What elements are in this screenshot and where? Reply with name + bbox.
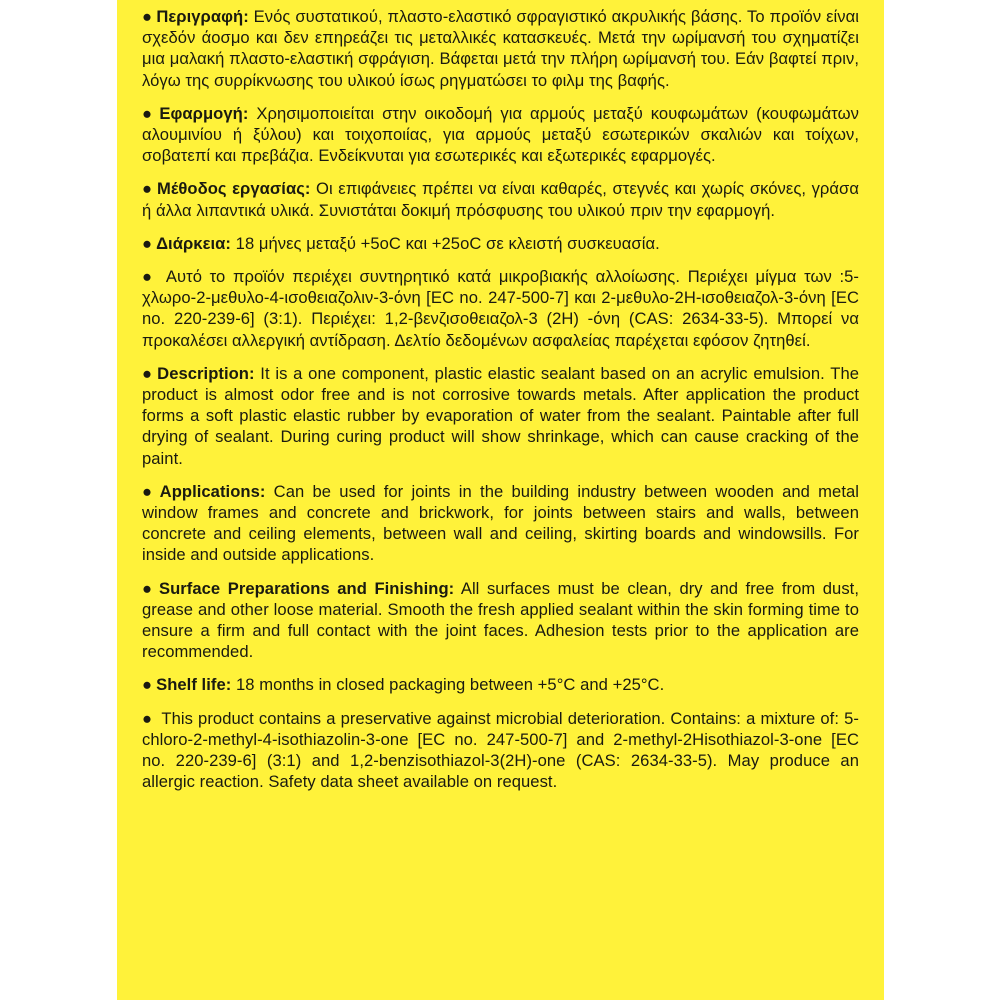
english-shelf-life-text: 18 months in closed packaging between +5°C and +25°C.	[231, 675, 665, 695]
bullet-icon: ●	[142, 233, 153, 253]
greek-method-section	[142, 178, 859, 220]
english-description-text: It is a one component, plastic elastic sealant based on an acrylic emulsion. The product is almost odor free and is not corrosive towards metals. After application the product forms a soft plastic elastic rubber by evaporation of water from the sealant. Paintable after full drying of sealant. During curing product will show shrinkage, which can cause cracking of the paint.	[142, 363, 859, 468]
greek-duration-section	[142, 233, 859, 254]
english-shelf-life-heading: Shelf life:	[156, 675, 232, 695]
english-surface-section	[142, 578, 859, 663]
greek-duration-text: 18 μήνες μεταξύ +5oC και +25oC σε κλειστή συσκευασία.	[231, 233, 660, 253]
greek-application-text: Χρησιμοποιείται στην οικοδομή για αρμούς μεταξύ κουφωμάτων (κουφωμάτων αλουμινίου ή ξύλου) και τοιχοποιίας, για αρμούς μεταξύ εσωτερικών σκαλιών και τοίχων, σοβατεπί και πρεβάζια. Ενδείκνυται για εσωτερικές και εξωτερικές εφαρμογές.	[142, 103, 859, 166]
bullet-icon: ●	[142, 363, 154, 383]
greek-description-section	[142, 6, 859, 91]
english-description-section	[142, 363, 859, 469]
greek-duration-heading: Διάρκεια:	[156, 233, 231, 253]
bullet-icon: ●	[142, 578, 155, 598]
english-applications-text: Can be used for joints in the building industry between wooden and metal window frames and concrete and brickwork, for joints between stairs and walls, between concrete and ceiling elements, between wall and ceiling, skirting boards and windowsills. For inside and outside applications.	[142, 481, 860, 565]
bullet-icon: ●	[142, 179, 153, 199]
product-label-panel	[117, 0, 884, 1000]
english-applications-section	[142, 481, 859, 566]
english-preservative-section	[142, 708, 859, 793]
english-description-heading: Description:	[157, 363, 255, 383]
bullet-icon: ●	[142, 103, 156, 123]
greek-method-heading: Μέθοδος εργασίας:	[156, 179, 311, 199]
greek-application-section	[142, 103, 859, 167]
bullet-icon: ●	[142, 708, 153, 728]
bullet-icon: ●	[142, 7, 153, 26]
english-surface-text: All surfaces must be clean, dry and free from dust, grease and other loose material. Smooth the fresh applied sealant within the skin forming time to ensure a firm and full contact with the joint faces. Adhesion tests prior to the application are recommended.	[142, 578, 859, 662]
bullet-icon: ●	[142, 481, 156, 501]
greek-description-heading: Περιγραφή:	[156, 7, 249, 26]
bullet-icon: ●	[142, 675, 153, 695]
english-preservative-text: This product contains a preservative against microbial deterioration. Contains: a mixture of: 5-chloro-2-methyl-4-isothiazolin-3-one [EC no. 247-500-7] and 2-methyl-2Hisothiazol-3-one [EC no. 220-239-6] (3:1) and 1,2-benzisothiazol-3(2H)-one (CAS: 2634-33-5). May produce an allergic reaction. Safety data sheet available on request.	[142, 708, 859, 792]
greek-application-heading: Εφαρμογή:	[159, 103, 249, 123]
english-applications-heading: Applications:	[159, 481, 266, 501]
greek-method-text: Οι επιφάνειες πρέπει να είναι καθαρές, στεγνές και χωρίς σκόνες, γράσα ή άλλα λιπαντικά υλικά. Συνιστάται δοκιμή πρόσφυσης του υλικού πριν την εφαρμογή.	[142, 179, 859, 220]
greek-preservative-text: Αυτό το προϊόν περιέχει συντηρητικό κατά μικροβιακής αλλοίωσης. Περιέχει μίγμα των :5-χλωρο-2-μεθυλο-4-ισοθειαζολιν-3-όνη [EC no. 247-500-7] και 2-μεθυλο-2Η-ισοθειαζολ-3-όνη [EC no. 220-239-6] (3:1). Περιέχει: 1,2-βενζισοθειαζολ-3 (2H) -όνη (CAS: 2634-33-5). Μπορεί να προκαλέσει αλλεργική αντίδραση. Δελτίο δεδομένων ασφαλείας παρέχεται εφόσον ζητηθεί.	[142, 267, 859, 350]
english-shelf-life-section	[142, 674, 859, 695]
bullet-icon: ●	[142, 267, 156, 287]
greek-preservative-section	[142, 266, 859, 351]
english-surface-heading: Surface Preparations and Finishing:	[158, 578, 455, 598]
greek-description-text: Ενός συστατικού, πλαστο-ελαστικό σφραγιστικό ακρυλικής βάσης. Το προϊόν είναι σχεδόν άοσμο και δεν επηρεάζει τις μεταλλικές κατασκευές. Μετά την ωρίμανσή του σχηματίζει μια μαλακή πλαστο-ελαστική σφράγιση. Βάφεται μετά την πλήρη ωρίμανσή του. Εάν βαφτεί πριν, λόγω της συρρίκνωσης του υλικού ίσως ρηγματώσει το φιλμ της βαφής.	[142, 7, 859, 90]
